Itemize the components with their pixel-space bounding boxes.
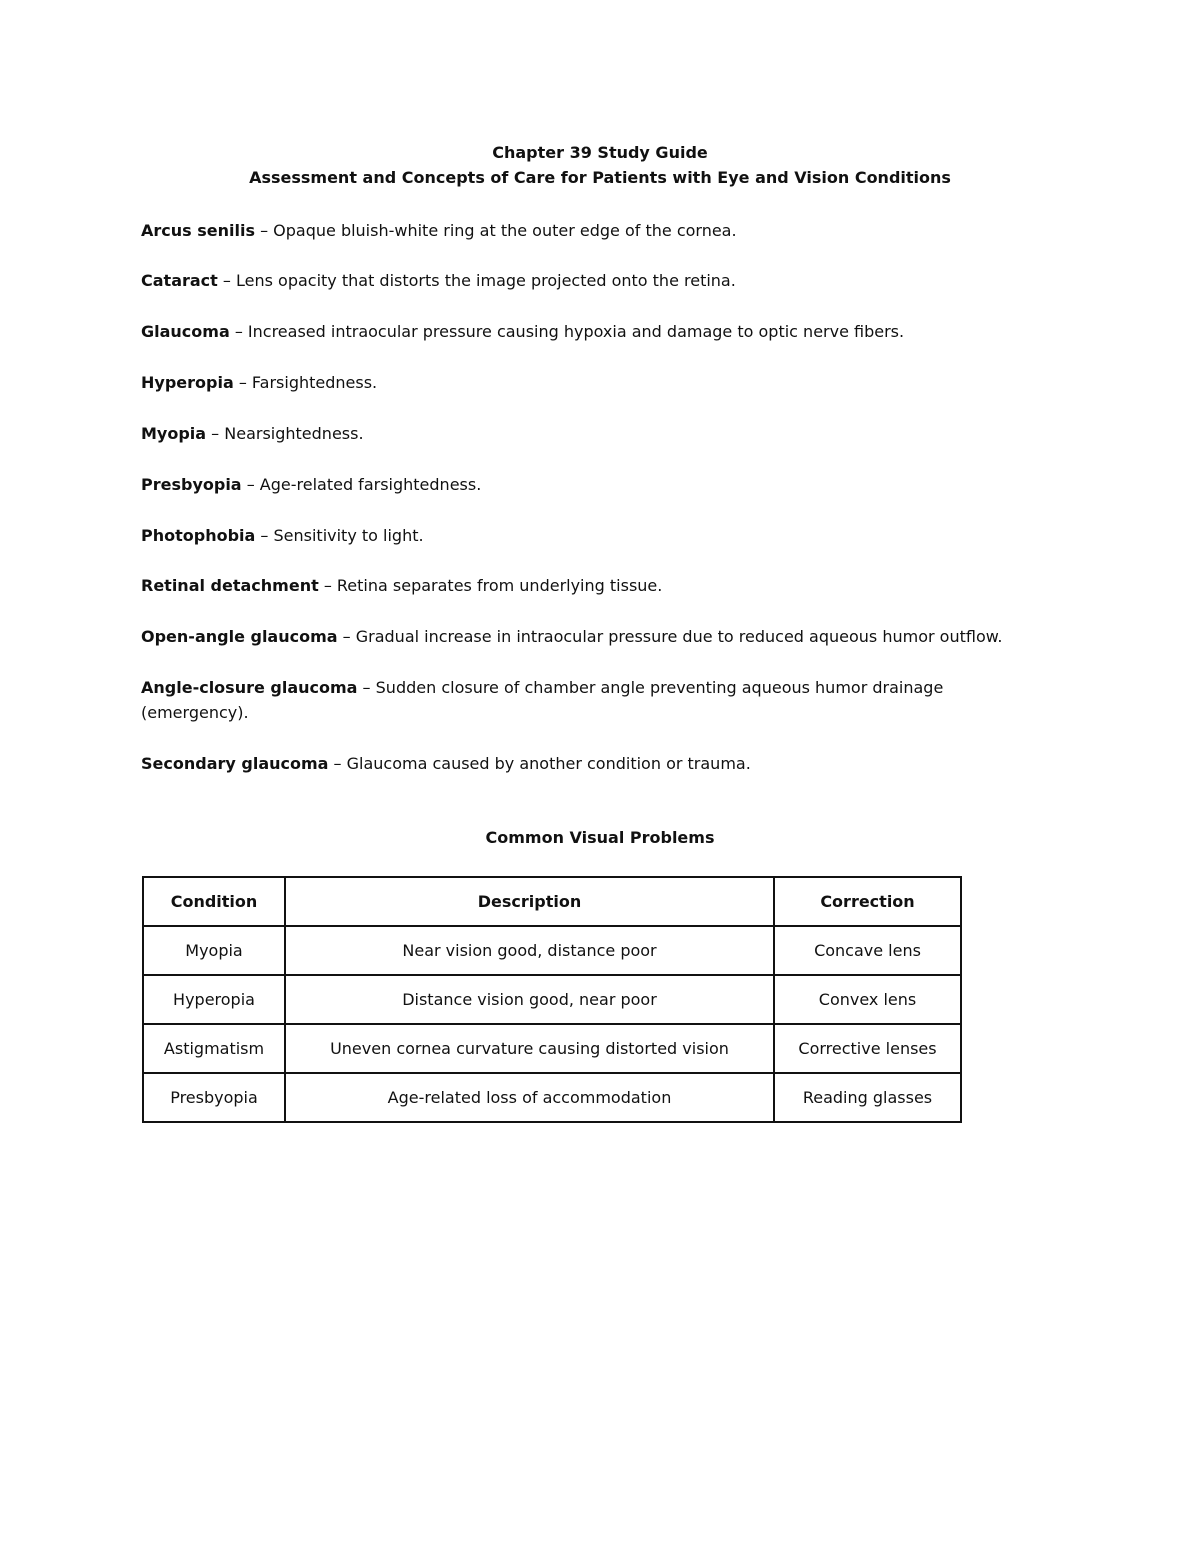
table-cell: Corrective lenses: [774, 1024, 961, 1073]
definition-text: – Sensitivity to light.: [255, 526, 424, 545]
column-header: Condition: [143, 877, 285, 926]
definition-text: – Retina separates from underlying tissue.: [318, 576, 663, 595]
definition-term: Myopia: [141, 424, 207, 443]
definition-item: [141, 751, 1041, 776]
definition-text: – Gradual increase in intraocular pressure due to reduced aqueous humor outflow.: [337, 627, 1003, 646]
definition-item: [141, 573, 1041, 598]
table-cell: Hyperopia: [143, 975, 285, 1024]
definition-term: Presbyopia: [141, 475, 242, 494]
table-row: [143, 1024, 961, 1073]
definition-item: [141, 370, 1041, 395]
document-title: Chapter 39 Study Guide: [492, 143, 708, 162]
definition-term: Secondary glaucoma: [141, 754, 329, 773]
table-cell: Distance vision good, near poor: [285, 975, 774, 1024]
column-header: Correction: [774, 877, 961, 926]
definition-text: – Nearsightedness.: [206, 424, 364, 443]
definition-term: Photophobia: [141, 526, 256, 545]
definition-term: Angle-closure glaucoma: [141, 678, 358, 697]
definition-text: – Sudden closure of chamber angle preventing aqueous humor drainage (emergency).: [141, 678, 944, 722]
table-cell: Concave lens: [774, 926, 961, 975]
table-cell: Reading glasses: [774, 1073, 961, 1122]
table-heading: Common Visual Problems: [485, 828, 715, 847]
definition-text: – Age-related farsightedness.: [241, 475, 482, 494]
column-header: Description: [285, 877, 774, 926]
definition-text: – Opaque bluish-white ring at the outer edge of the cornea.: [254, 221, 737, 240]
definition-text: – Lens opacity that distorts the image projected onto the retina.: [217, 271, 736, 290]
table-header-row: [143, 877, 961, 926]
definition-item: [141, 218, 1041, 243]
definition-term: Cataract: [141, 271, 218, 290]
document-subtitle: Assessment and Concepts of Care for Patients with Eye and Vision Conditions: [249, 168, 951, 187]
definition-term: Open-angle glaucoma: [141, 627, 338, 646]
definition-item: [141, 675, 971, 725]
table-cell: Myopia: [143, 926, 285, 975]
table-cell: Presbyopia: [143, 1073, 285, 1122]
definition-term: Retinal detachment: [141, 576, 319, 595]
table-cell: Uneven cornea curvature causing distorted vision: [285, 1024, 774, 1073]
table-row: [143, 975, 961, 1024]
definition-term: Glaucoma: [141, 322, 230, 341]
table-cell: Astigmatism: [143, 1024, 285, 1073]
definition-item: [141, 523, 1041, 548]
definition-text: – Glaucoma caused by another condition or trauma.: [328, 754, 751, 773]
definition-text: – Increased intraocular pressure causing hypoxia and damage to optic nerve fibers.: [229, 322, 905, 341]
table-cell: Near vision good, distance poor: [285, 926, 774, 975]
definition-item: [141, 319, 1041, 344]
definition-item: [141, 624, 1041, 649]
table-row: [143, 926, 961, 975]
table-row: [143, 1073, 961, 1122]
visual-problems-table: [142, 876, 962, 1123]
definition-item: [141, 472, 1041, 497]
definition-text: – Farsightedness.: [233, 373, 378, 392]
definition-item: [141, 421, 1041, 446]
definition-term: Arcus senilis: [141, 221, 255, 240]
definition-term: Hyperopia: [141, 373, 234, 392]
table-cell: Convex lens: [774, 975, 961, 1024]
definition-item: [141, 268, 1041, 293]
table-cell: Age-related loss of accommodation: [285, 1073, 774, 1122]
